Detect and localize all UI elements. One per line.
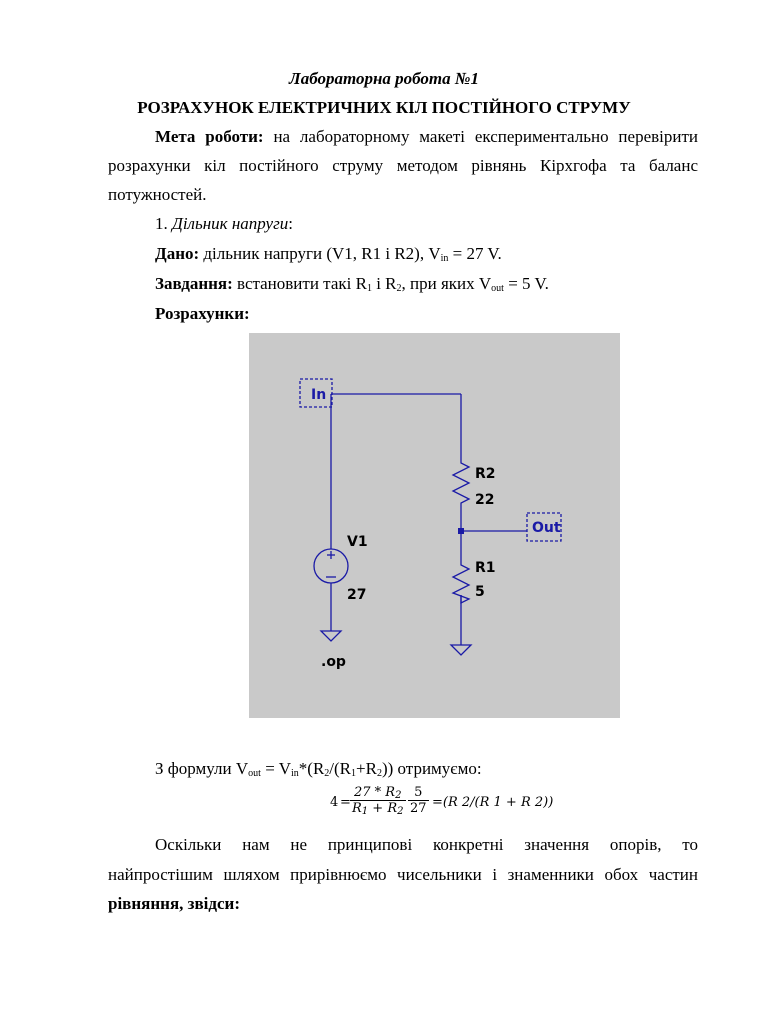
- out-label: Out: [532, 520, 561, 536]
- junction-dot: [458, 528, 464, 534]
- formula-intro-s3: 2: [324, 768, 330, 779]
- fraction-1-den-a: R: [352, 801, 362, 816]
- calc-label-text: Розрахунки:: [155, 304, 250, 323]
- source-value: 27: [347, 587, 367, 603]
- equation-rhs: =(R 2/(R 1 + R 2)): [432, 795, 554, 810]
- given-line: [155, 243, 502, 265]
- fraction-2: [408, 785, 429, 816]
- task-text-d: = 5 V.: [503, 274, 549, 293]
- formula-intro-s4: 1: [351, 768, 357, 779]
- equation: [330, 785, 554, 825]
- fraction-1: [350, 785, 406, 816]
- r1-value: 5: [475, 584, 485, 600]
- lab-title: Лабораторна робота №1: [289, 69, 479, 88]
- task-sub-1: 1: [366, 283, 372, 294]
- task-label: Завдання:: [155, 274, 233, 293]
- equation-eq: =: [340, 795, 351, 810]
- formula-intro-f: )) отримуємо:: [381, 759, 482, 778]
- task-text-c: , при яких V: [401, 274, 492, 293]
- fraction-1-num-text: 27 * R: [354, 785, 396, 800]
- task-line: [155, 273, 549, 295]
- formula-intro-d: /(R: [329, 759, 352, 778]
- r1-name: R1: [475, 560, 496, 576]
- given-text: дільник напруги (V1, R1 і R2), V: [203, 244, 441, 263]
- task-text-b: і R: [371, 274, 397, 293]
- task-sub-3: out: [491, 283, 504, 294]
- source-name: V1: [347, 534, 368, 550]
- topic-title: РОЗРАХУНОК ЕЛЕКТРИЧНИХ КІЛ ПОСТІЙНОГО СТРУМУ: [137, 98, 631, 117]
- formula-intro-s2: in: [291, 768, 299, 779]
- goal-line-2: розрахунки кіл постійного струму методом рівнянь Кірхгофа та баланс: [108, 156, 698, 175]
- formula-intro-s1: out: [248, 768, 261, 779]
- formula-intro-b: = V: [260, 759, 291, 778]
- fraction-1-denominator: [350, 801, 406, 816]
- formula-intro-a: З формули V: [155, 759, 249, 778]
- paragraph-line-1: Оскільки нам не принципові конкретні значення опорів, то: [155, 835, 698, 854]
- formula-intro-s5: 2: [376, 768, 382, 779]
- fraction-1-numerator: [350, 785, 406, 801]
- op-directive: .op: [321, 654, 346, 670]
- given-value: = 27 V.: [448, 244, 502, 263]
- fraction-1-num-sub: 2: [395, 790, 402, 801]
- r2-value: 22: [475, 492, 495, 508]
- goal-label: Мета роботи:: [155, 127, 264, 146]
- formula-intro-c: *(R: [298, 759, 325, 778]
- fraction-2-numerator: 5: [408, 785, 429, 801]
- r2-name: R2: [475, 466, 496, 482]
- given-label: Дано:: [155, 244, 200, 263]
- fraction-1-den-b: + R: [368, 801, 398, 816]
- in-label: In: [311, 387, 327, 403]
- fraction-2-denominator: 27: [410, 801, 427, 816]
- goal-line-3: потужностей.: [108, 185, 207, 204]
- goal-line-1: [155, 126, 698, 148]
- circuit-schematic: [249, 333, 620, 718]
- formula-intro-e: +R: [356, 759, 377, 778]
- section-1-title: Дільник напруги: [172, 214, 289, 233]
- schematic-background: [249, 333, 620, 718]
- section-1-colon: :: [288, 214, 293, 233]
- goal-text-1: на лабораторному макеті експериментально перевірити: [273, 127, 698, 146]
- paragraph-line-3: рівняння, звідси:: [108, 894, 240, 913]
- task-text-a: встановити такі R: [237, 274, 367, 293]
- given-sub: in: [440, 253, 449, 264]
- paragraph-line-2: найпростішим шляхом прирівнюємо чисельники і знаменники обох частин: [108, 865, 698, 884]
- formula-intro: [155, 758, 482, 780]
- section-1-heading: [155, 213, 293, 235]
- calc-label: [155, 303, 250, 325]
- section-1-number: 1.: [155, 214, 168, 233]
- fraction-1-den-sub1: 1: [361, 806, 369, 817]
- fraction-1-den-sub2: 2: [397, 806, 404, 817]
- equation-lhs: 4: [330, 795, 339, 810]
- task-sub-2: 2: [396, 283, 402, 294]
